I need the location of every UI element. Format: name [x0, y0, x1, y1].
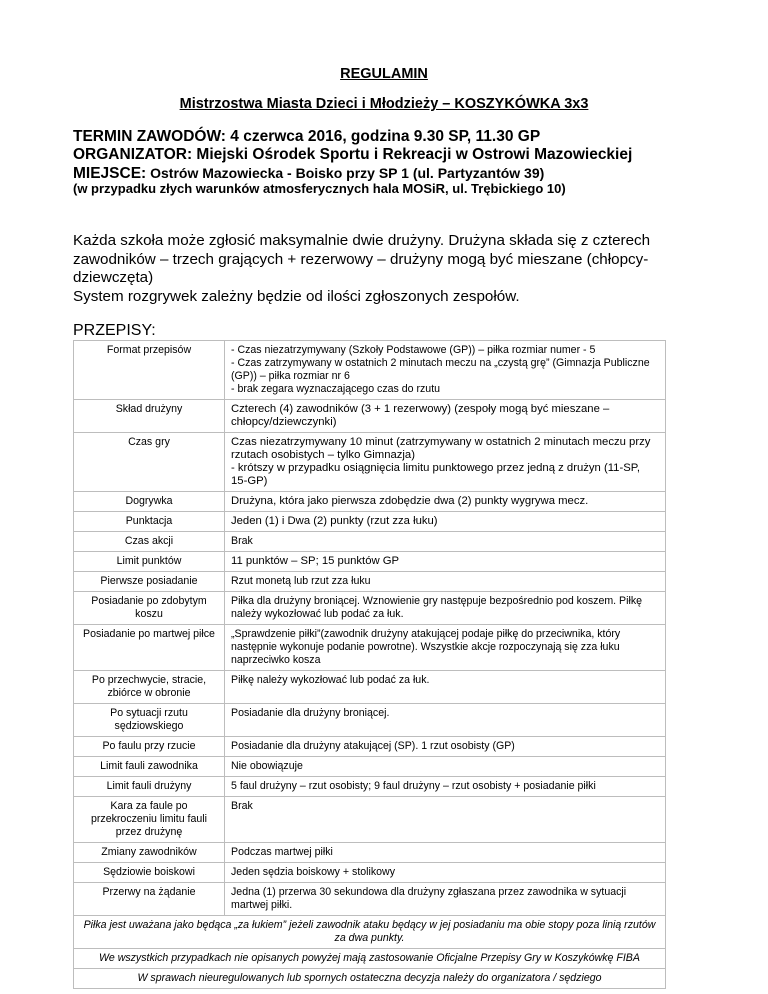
rule-value: [225, 704, 666, 737]
rule-value-line: Czterech (4) zawodników (3 + 1 rezerwowy) (zespoły mogą być mieszane – chłopcy/dziewczynki): [231, 403, 610, 428]
rule-label: Przerwy na żądanie: [74, 883, 225, 916]
rule-row: [74, 572, 666, 592]
intro-paragraph-teams: Każda szkoła może zgłosić maksymalnie dwie drużyny. Drużyna składa się z czterech zawodników – trzech grających + rezerwowy – drużyny mogą być mieszane (chłopcy-dziewczęta): [73, 232, 651, 287]
rule-value: [225, 737, 666, 757]
rule-row: [74, 512, 666, 532]
rule-label: Format przepisów: [74, 341, 225, 400]
rule-value-line: „Sprawdzenie piłki”(zawodnik drużyny atakującej podaje piłkę do przeciwnika, który następnie wykonuje podanie powrotne). Wszystkie akcje rozpoczynają się zza łuku naprzeciwko kosza: [231, 628, 621, 666]
rule-label: Dogrywka: [74, 492, 225, 512]
rule-value-line: Rzut monetą lub rzut zza łuku: [231, 575, 371, 587]
rule-label: Posiadanie po martwej piłce: [74, 625, 225, 671]
rule-value: [225, 512, 666, 532]
rule-value-line: - brak zegara wyznaczającego czas do rzutu: [231, 383, 441, 395]
rule-value: [225, 883, 666, 916]
rule-row: [74, 863, 666, 883]
venue-label: MIEJSCE:: [73, 165, 147, 182]
rule-value: [225, 863, 666, 883]
rule-value-line: Czas niezatrzymywany 10 minut (zatrzymywany w ostatnich 2 minutach meczu przy rzutach osobistych – tylko Gimnazja): [231, 436, 651, 461]
rule-value: [225, 433, 666, 492]
organizer: ORGANIZATOR: Miejski Ośrodek Sportu i Rekreacji w Ostrowi Mazowieckiej: [73, 146, 633, 163]
rule-row: [74, 532, 666, 552]
rule-label: Skład drużyny: [74, 400, 225, 433]
venue-alternative: (w przypadku złych warunków atmosferycznych hala MOSiR, ul. Trębickiego 10): [73, 181, 566, 196]
rule-value: [225, 757, 666, 777]
venue-text: Ostrów Mazowiecka - Boisko przy SP 1 (ul. Partyzantów 39): [150, 165, 545, 181]
rule-value: [225, 492, 666, 512]
rule-value: [225, 625, 666, 671]
rule-value-line: Jeden sędzia boiskowy + stolikowy: [231, 866, 395, 878]
rule-value-line: - Czas niezatrzymywany (Szkoły Podstawowe (GP)) – piłka rozmiar numer - 5: [231, 344, 596, 356]
rule-row: [74, 433, 666, 492]
rule-row: [74, 400, 666, 433]
rule-value: [225, 671, 666, 704]
rule-value-line: Brak: [231, 800, 253, 812]
rule-label: Limit fauli drużyny: [74, 777, 225, 797]
intro-paragraph-system: System rozgrywek zależny będzie od ilości zgłoszonych zespołów.: [73, 287, 520, 305]
rule-value: [225, 777, 666, 797]
rule-value-line: Posiadanie dla drużyny broniącej.: [231, 707, 390, 719]
rule-label: Sędziowie boiskowi: [74, 863, 225, 883]
note-text: We wszystkich przypadkach nie opisanych powyżej mają zastosowanie Oficjalne Przepisy Gry w Koszykówkę FIBA: [74, 949, 666, 969]
rule-label: Czas gry: [74, 433, 225, 492]
rules-heading: PRZEPISY:: [73, 322, 156, 339]
rule-label: Po sytuacji rzutu sędziowskiego: [74, 704, 225, 737]
rule-label: Posiadanie po zdobytym koszu: [74, 592, 225, 625]
rule-value: [225, 572, 666, 592]
rule-row: [74, 797, 666, 843]
rule-label: Kara za faule po przekroczeniu limitu fauli przez drużynę: [74, 797, 225, 843]
rule-value: [225, 400, 666, 433]
rule-row: [74, 843, 666, 863]
rule-row: [74, 671, 666, 704]
rule-value-line: Jedna (1) przerwa 30 sekundowa dla drużyny zgłaszana przez zawodnika w sytuacji martwej piłki.: [231, 886, 627, 911]
rule-label: Punktacja: [74, 512, 225, 532]
note-row: [74, 916, 666, 949]
rule-label: Po przechwycie, stracie, zbiórce w obronie: [74, 671, 225, 704]
rule-value-line: 5 faul drużyny – rzut osobisty; 9 faul drużyny – rzut osobisty + posiadanie piłki: [231, 780, 596, 792]
intro-section: [73, 232, 673, 306]
document-subtitle: Mistrzostwa Miasta Dzieci i Młodzieży – KOSZYKÓWKA 3x3: [179, 96, 589, 112]
rule-row: [74, 777, 666, 797]
rule-value-line: Piłka dla drużyny broniącej. Wznowienie gry następuje bezpośrednio pod koszem. Piłkę należy wykozłować lub podać za łuk.: [231, 595, 643, 620]
rule-label: Limit fauli zawodnika: [74, 757, 225, 777]
rule-label: Zmiany zawodników: [74, 843, 225, 863]
rule-value: [225, 532, 666, 552]
rule-value: [225, 592, 666, 625]
rule-value-line: - Czas zatrzymywany w ostatnich 2 minutach meczu na „czystą grę” (Gimnazja Publiczne (GP)) – piłka rozmiar nr 6: [231, 357, 650, 382]
rule-value-line: Jeden (1) i Dwa (2) punkty (rzut zza łuku): [231, 515, 438, 527]
rules-table: [73, 340, 666, 989]
note-text: W sprawach nieuregulowanych lub spornych ostateczna decyzja należy do organizatora / sędziego: [74, 969, 666, 989]
document-title: REGULAMIN: [340, 66, 428, 82]
rule-row: [74, 625, 666, 671]
rule-row: [74, 492, 666, 512]
rule-label: Limit punktów: [74, 552, 225, 572]
rule-value-line: Brak: [231, 535, 253, 547]
note-row: [74, 949, 666, 969]
rule-row: [74, 883, 666, 916]
rule-row: [74, 737, 666, 757]
rule-value-line: Piłkę należy wykozłować lub podać za łuk.: [231, 674, 430, 686]
rule-value-line: Posiadanie dla drużyny atakującej (SP). 1 rzut osobisty (GP): [231, 740, 515, 752]
rule-value-line: - krótszy w przypadku osiągnięcia limitu punktowego przez jedną z drużyn (11-SP, 15-GP): [231, 462, 640, 487]
rule-row: [74, 341, 666, 400]
rule-value-line: Nie obowiązuje: [231, 760, 303, 772]
rule-value-line: 11 punktów – SP; 15 punktów GP: [231, 555, 400, 567]
rule-label: Pierwsze posiadanie: [74, 572, 225, 592]
rule-value: [225, 843, 666, 863]
rule-row: [74, 704, 666, 737]
rule-value: [225, 341, 666, 400]
rule-row: [74, 757, 666, 777]
rule-label: Po faulu przy rzucie: [74, 737, 225, 757]
note-row: [74, 969, 666, 989]
rule-value-line: Drużyna, która jako pierwsza zdobędzie dwa (2) punkty wygrywa mecz.: [231, 495, 589, 507]
rule-label: Czas akcji: [74, 532, 225, 552]
note-text: Piłka jest uważana jako będąca „za łukiem” jeżeli zawodnik ataku będący w jej posiadaniu ma obie stopy poza linią rzutów za dwa punkty.: [74, 916, 666, 949]
rule-value: [225, 552, 666, 572]
rule-row: [74, 552, 666, 572]
event-date: TERMIN ZAWODÓW: 4 czerwca 2016, godzina 9.30 SP, 11.30 GP: [73, 128, 541, 145]
rule-value-line: Podczas martwej piłki: [231, 846, 333, 858]
rule-value: [225, 797, 666, 843]
rule-row: [74, 592, 666, 625]
rules-table-body: [74, 341, 666, 989]
